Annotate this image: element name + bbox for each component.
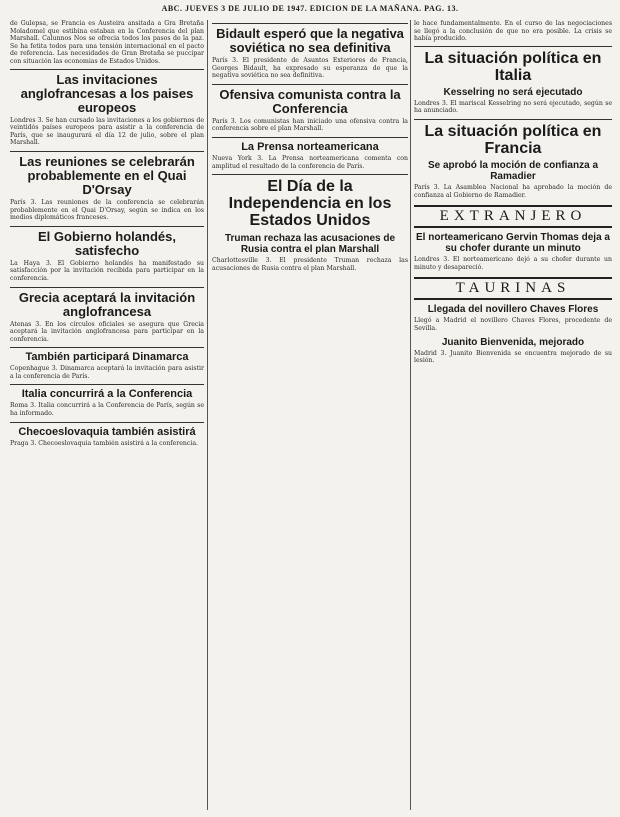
headline: Truman rechaza las acusaciones de Rusia contra el plan Marshall [224, 233, 396, 256]
headline: La situación política en Francia [414, 119, 612, 157]
headline: Se aprobó la moción de confianza a Ramadier [427, 159, 599, 182]
article [10, 69, 204, 147]
headline: Kesselring no será ejecutado [443, 86, 583, 98]
article [212, 23, 408, 80]
article-body: Copenhague 3. Dinamarca aceptará la invitación para asistir a la conferencia de París. [10, 365, 204, 380]
article [212, 174, 408, 229]
headline: La Prensa norteamericana [212, 137, 408, 153]
article-body: Nueva York 3. La Prensa norteamericana comenta con amplitud el resultado de la conferencia de París. [212, 154, 408, 170]
article [212, 137, 408, 170]
headline: Grecia aceptará la invitación anglofrancesa [10, 287, 204, 319]
column-rule [410, 20, 411, 810]
article [414, 304, 612, 332]
article [212, 233, 408, 272]
article-body: La Haya 3. El Gobierno holandés ha manifestado su satisfacción por la invitación recibida para participar en la conferencia. [10, 259, 204, 282]
headline: Juanito Bienvenida, mejorado [441, 336, 585, 348]
article-body: Roma 3. Italia concurrirá a la Conferencia de París, según se ha informado. [10, 402, 204, 418]
headline: También participará Dinamarca [10, 347, 204, 363]
article-body: Praga 3. Checoeslovaquia también asistirá a la conferencia. [10, 439, 198, 447]
column-right [414, 20, 612, 810]
headline: La situación política en Italia [414, 46, 612, 84]
article-body: París 3. El presidente de Asuntos Exteriores de Francia, Georges Bidault, ha expresado su esperanza de que la negativa soviética no sea definitiva. [212, 57, 408, 80]
lead-paragraph: de Gulepsa, se Francia es Austeira ansitada a Gra Bretaña Moladomel que estibina estaban en la Conferencia del plan Marshall. Calunnos Nos se ofrecia todos los pasos de la paz. Se ha fetita todos para una tensión internacional en el pacto de referencia. Las necesidades de Gran Bretaña se puccipar con situación las economias de Estados Unidos. [10, 20, 204, 65]
headline: Llegada del novillero Chaves Flores [427, 304, 599, 316]
section-title: TAURINAS [414, 277, 612, 300]
headline: El Gobierno holandés, satisfecho [10, 226, 204, 258]
article [414, 232, 612, 271]
article [414, 46, 612, 115]
article-body: París 3. La Asamblea Nacional ha aprobado la moción de confianza al Gobierno de Ramadier. [414, 183, 612, 199]
headline: Italia concurrirá a la Conferencia [10, 384, 204, 400]
headline: Bidault esperó que la negativa soviética no sea definitiva [212, 23, 408, 55]
article [10, 422, 204, 448]
article [10, 151, 204, 222]
article [10, 226, 204, 283]
article-body: París 3. Las reuniones de la conferencia se celebrarán probablemente en el Quai D'Orsay, según se indica en los medios diplomáticos franceses. [10, 198, 204, 222]
article [10, 287, 204, 344]
headline: Las reuniones se celebrarán probablemente en el Quai D'Orsay [10, 151, 204, 197]
article-body: Atenas 3. En los círculos oficiales se asegura que Grecia aceptará la invitación anglofrancesa para participar en la conferencia. [10, 320, 204, 343]
headline: El Día de la Independencia en los Estados Unidos [212, 174, 408, 229]
article [414, 119, 612, 199]
article-body: Llegó a Madrid el novillero Chaves Flores, procedente de Sevilla. [414, 317, 612, 332]
column-rule [207, 20, 208, 810]
article-body: Madrid 3. Juanito Bienvenida se encuentra mejorado de su lesión. [414, 349, 612, 365]
article-body: Londres 3. El norteamericano dejó a su chofer durante un minuto y desapareció. [414, 256, 612, 271]
article-body: Londres 3. Se han cursado las invitaciones a los gobiernos de veintidós países europeos para asistir a la conferencia de París, que se inaugurará el día 12 de julio, sobre el plan Marshall. [10, 116, 204, 147]
article-body: París 3. Los comunistas han iniciado una ofensiva contra la conferencia sobre el plan Marshall. [212, 117, 408, 133]
headline: Ofensiva comunista contra la Conferencia [212, 84, 408, 116]
column-left [10, 20, 204, 810]
article-body: Charlottesville 3. El presidente Truman rechaza las acusaciones de Rusia contra el plan Marshall. [212, 257, 408, 272]
lead-paragraph: le hace fundamentalmente. En el curso de las negociaciones se llegó a la conclusión de que no era posible. La crisis se había producido. [414, 20, 612, 43]
article [414, 337, 612, 365]
headline: El norteamericano Gervin Thomas deja a su chofer durante un minuto [416, 232, 610, 255]
article [10, 384, 204, 417]
headline: Checoeslovaquia también asistirá [10, 422, 204, 438]
article [10, 347, 204, 380]
headline: Las invitaciones anglofrancesas a los paises europeos [10, 69, 204, 115]
article [212, 84, 408, 133]
section-title: EXTRANJERO [414, 205, 612, 228]
article-body: Londres 3. El mariscal Kesselring no será ejecutado, según se ha anunciado. [414, 99, 612, 115]
column-center [212, 20, 408, 810]
page-header: ABC. JUEVES 3 DE JULIO DE 1947. EDICION DE LA MAÑANA. PAG. 13. [161, 4, 459, 13]
